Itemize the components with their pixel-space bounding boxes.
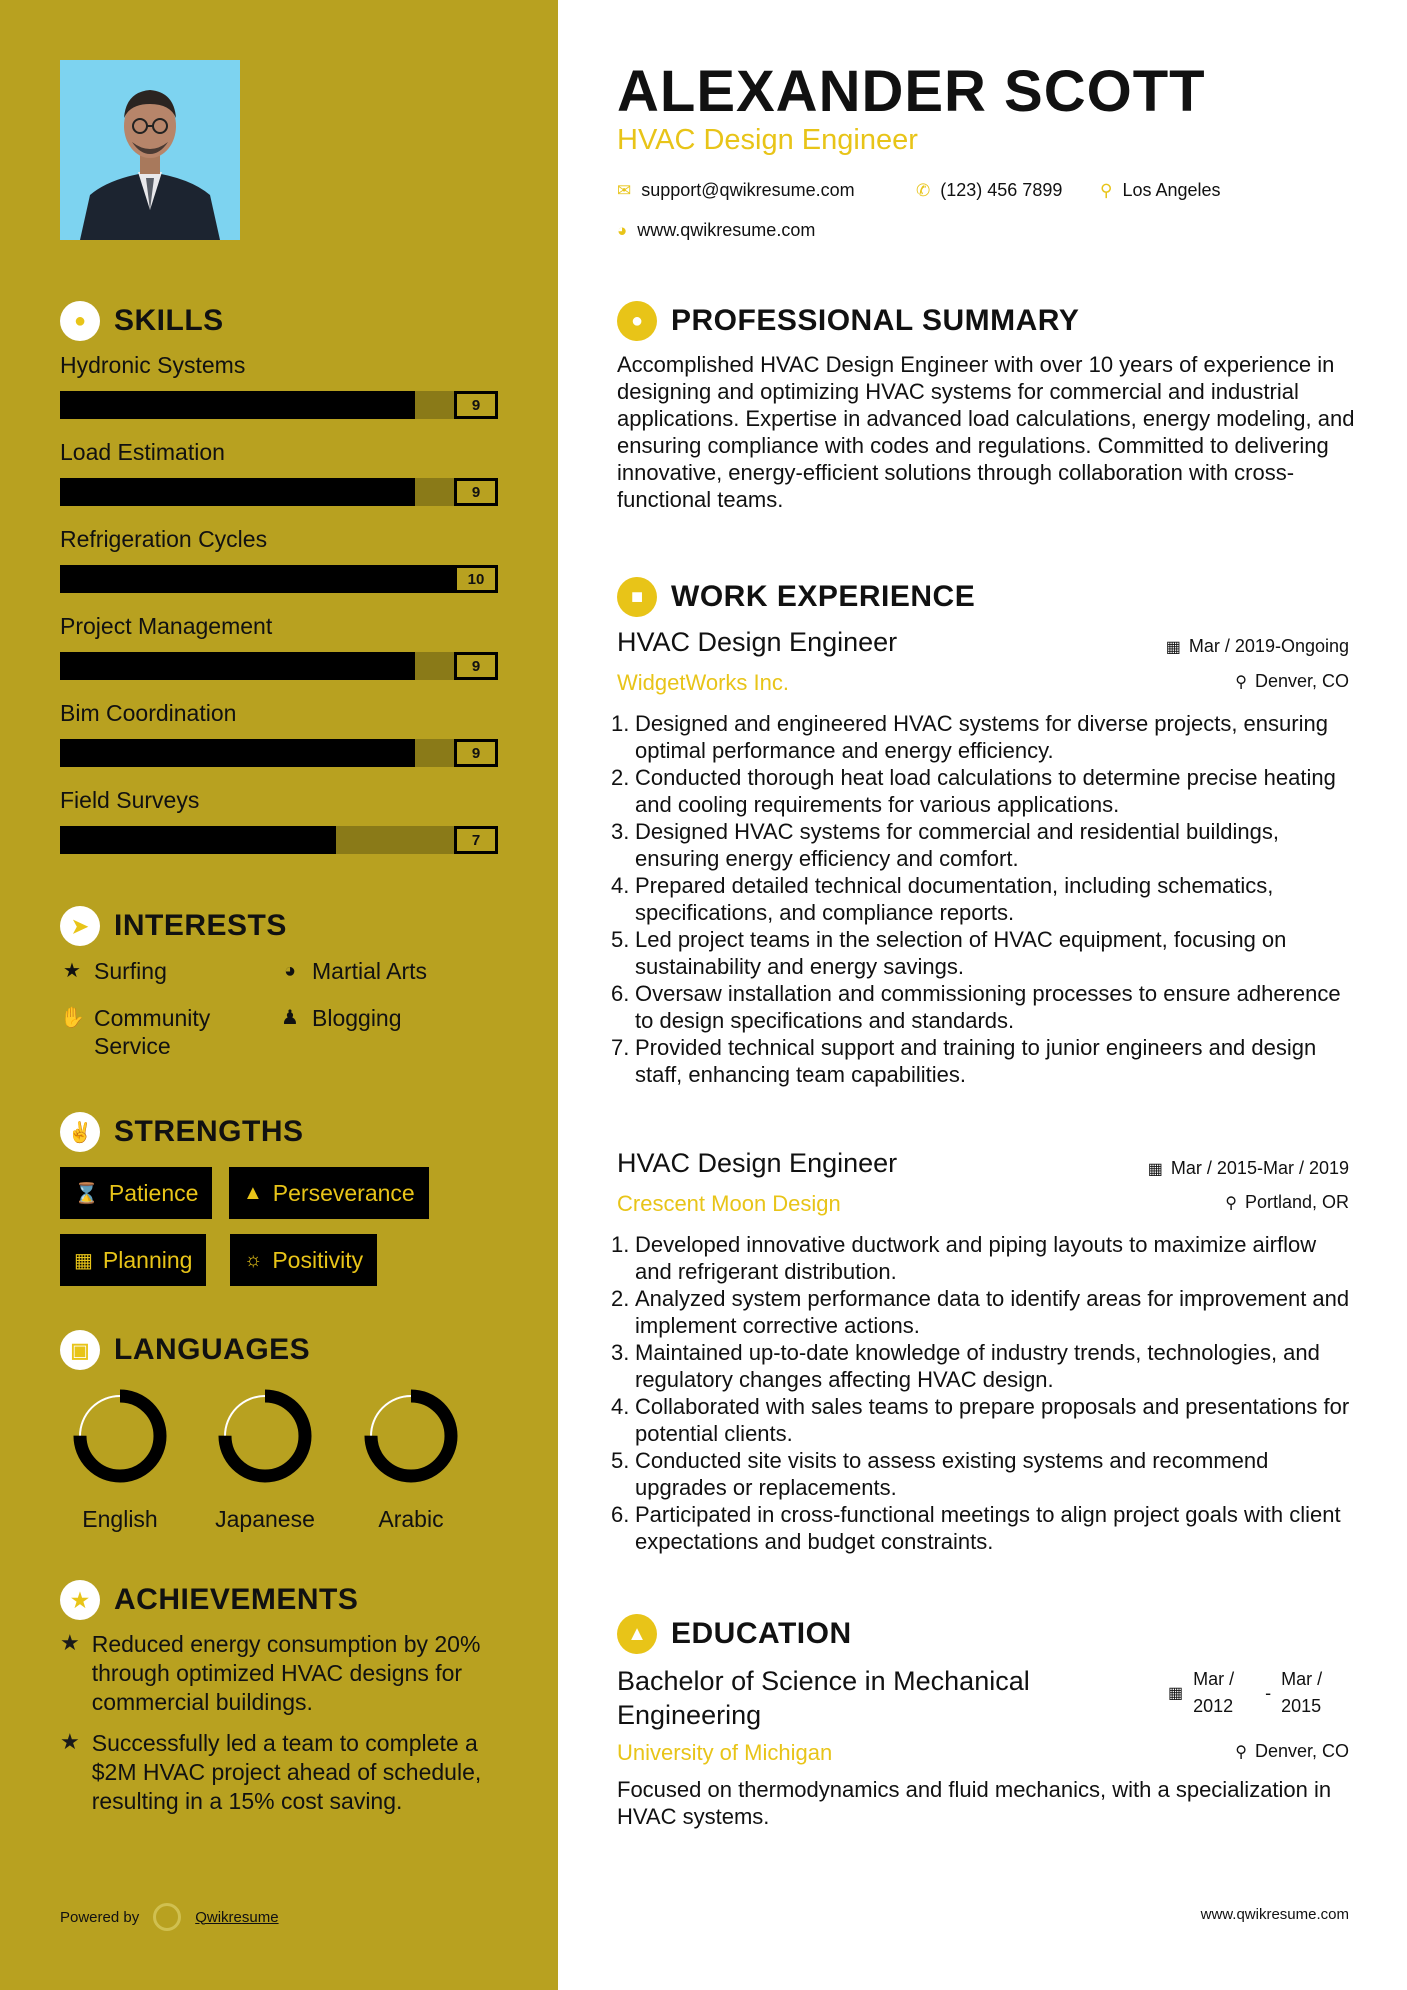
skill-item	[60, 700, 498, 767]
users-icon: ♟	[281, 1007, 299, 1029]
summary-text: Accomplished HVAC Design Engineer with over 10 years of experience in designing and optimizing HVAC systems for commercial and industrial applications. Expertise in advanced load calculations, energy modeling, and ensuring compliance with codes and regulations. Committed to delivering innovative, energy-efficient solutions through collaboration with cross-functional teams.	[617, 352, 1355, 512]
list-item: 2. Conducted thorough heat load calculations to determine precise heating and cooling requirements for various applications.	[611, 765, 1336, 817]
skills-title: SKILLS	[114, 304, 224, 337]
candidate-role: HVAC Design Engineer	[617, 124, 918, 156]
language-item	[210, 1388, 320, 1533]
interest-label: Surfing	[94, 958, 167, 984]
shooting-star-icon: ★	[60, 1729, 80, 1754]
skill-bar	[60, 565, 498, 593]
language-ring	[72, 1388, 168, 1484]
strength-label: Planning	[102, 1246, 193, 1273]
paper-plane-icon: ➤	[60, 906, 100, 946]
contact-website[interactable]	[617, 220, 815, 241]
skill-score: 9	[454, 478, 498, 506]
envelope-icon: ✉	[617, 180, 632, 200]
calendar-icon: ▦	[74, 1249, 93, 1272]
experience-title: WORK EXPERIENCE	[671, 580, 976, 613]
education-dates	[1168, 1666, 1343, 1720]
language-label: English	[82, 1506, 158, 1532]
graduation-cap-icon: ▲	[617, 1614, 657, 1654]
school-name: University of Michigan	[617, 1740, 833, 1765]
achievement-item	[60, 1729, 500, 1816]
skill-bar-fill	[60, 391, 415, 419]
skill-item	[60, 439, 498, 506]
list-item: 5. Led project teams in the selection of HVAC equipment, focusing on sustainability and energy savings.	[611, 927, 1287, 979]
languages-heading	[60, 1330, 310, 1370]
skill-bar	[60, 391, 498, 419]
summary-heading	[617, 301, 1079, 341]
email-text: support@qwikresume.com	[641, 180, 855, 200]
experience-heading	[617, 577, 975, 617]
skill-bar-fill	[60, 565, 454, 593]
list-item: 2. Analyzed system performance data to identify areas for improvement and implement corrective actions.	[611, 1286, 1350, 1338]
skill-score: 9	[454, 739, 498, 767]
website-text: www.qwikresume.com	[637, 220, 816, 240]
strengths-heading	[60, 1112, 304, 1152]
interests-heading	[60, 906, 287, 946]
powered-by	[60, 1903, 279, 1931]
strength-chip	[60, 1167, 212, 1219]
list-item: 4. Prepared detailed technical documentation, including schematics, specifications, and compliance reports.	[611, 873, 1274, 925]
skill-item	[60, 526, 498, 593]
company-name: WidgetWorks Inc.	[617, 670, 789, 695]
job-duties-list	[611, 710, 1355, 1088]
interest-item	[278, 957, 427, 985]
summary-title: PROFESSIONAL SUMMARY	[671, 304, 1080, 337]
achievement-item	[60, 1630, 500, 1717]
skill-label: Load Estimation	[60, 439, 225, 465]
job-title: HVAC Design Engineer	[617, 1148, 898, 1178]
company-name: Crescent Moon Design	[617, 1191, 841, 1216]
list-item: 1. Designed and engineered HVAC systems for diverse projects, ensuring optimal performance and energy efficiency.	[611, 711, 1328, 763]
star-icon: ★	[63, 960, 81, 982]
languages-title: LANGUAGES	[114, 1333, 311, 1366]
fist-icon: ✌	[60, 1112, 100, 1152]
skill-bar	[60, 826, 498, 854]
interest-item	[60, 957, 167, 985]
sun-icon: ☼	[244, 1248, 263, 1271]
briefcase-icon: ■	[617, 577, 657, 617]
list-item: 5. Conducted site visits to assess existing systems and recommend upgrades or replacements.	[611, 1448, 1269, 1500]
list-item: 7. Provided technical support and training to junior engineers and design staff, enhancing team capabilities.	[611, 1035, 1317, 1087]
contact-location	[1100, 180, 1221, 201]
skill-bar	[60, 739, 498, 767]
achievements-heading	[60, 1580, 358, 1620]
pin-icon: ⚲	[1235, 1743, 1247, 1761]
skill-score: 7	[454, 826, 498, 854]
location-text: Los Angeles	[1122, 180, 1221, 200]
powered-by-link[interactable]: Qwikresume	[195, 1908, 279, 1926]
interest-label: Blogging	[312, 1005, 402, 1031]
education-location	[1235, 1741, 1349, 1762]
strength-label: Positivity	[272, 1246, 364, 1273]
skill-bar-fill	[60, 826, 336, 854]
language-item	[65, 1388, 175, 1533]
hourglass-icon: ⌛	[74, 1182, 99, 1205]
list-item: 3. Designed HVAC systems for commercial and residential buildings, ensuring energy efficiency and comfort.	[611, 819, 1279, 871]
achievement-text: Reduced energy consumption by 20% through optimized HVAC designs for commercial buildings.	[91, 1631, 481, 1715]
globe-icon: ◕	[617, 220, 628, 240]
list-item: 4. Collaborated with sales teams to prepare proposals and presentations for potential clients.	[611, 1394, 1350, 1446]
interest-item	[60, 1004, 240, 1060]
powered-by-label: Powered by	[60, 1908, 140, 1926]
road-icon: ▲	[243, 1181, 263, 1204]
language-item	[356, 1388, 466, 1533]
degree-title: Bachelor of Science in Mechanical Engineering	[617, 1666, 1030, 1730]
skill-label: Hydronic Systems	[60, 352, 246, 378]
strengths-title: STRENGTHS	[114, 1115, 304, 1148]
sidebar	[0, 0, 558, 1990]
education-date-start: Mar / 2012	[1193, 1669, 1235, 1716]
job-dates	[1166, 636, 1349, 657]
education-text: Focused on thermodynamics and fluid mechanics, with a specialization in HVAC systems.	[617, 1777, 1332, 1829]
skill-bar-fill	[60, 739, 415, 767]
achievement-text: Successfully led a team to complete a $2M HVAC project ahead of schedule, resulting in a 15% cost saving.	[91, 1730, 482, 1814]
phone-icon: ✆	[916, 180, 931, 200]
skill-score: 9	[454, 391, 498, 419]
lightbulb-icon: ●	[60, 301, 100, 341]
profile-photo	[60, 60, 240, 240]
pin-icon: ⚲	[1235, 673, 1247, 691]
contact-phone[interactable]	[916, 180, 1062, 201]
footer-website[interactable]: www.qwikresume.com	[1200, 1906, 1349, 1923]
job-location	[1225, 1192, 1349, 1213]
calendar-icon: ▦	[1165, 638, 1181, 656]
list-item: 6. Oversaw installation and commissioning processes to ensure adherence to design specifications and standards.	[611, 981, 1341, 1033]
candidate-name: ALEXANDER SCOTT	[617, 59, 1206, 124]
education-title: EDUCATION	[671, 1617, 852, 1650]
job-location-text: Denver, CO	[1254, 671, 1349, 691]
skill-bar-fill	[60, 652, 415, 680]
language-ring	[363, 1388, 459, 1484]
hand-icon: ✋	[60, 1007, 85, 1029]
job-dates	[1148, 1158, 1349, 1179]
skill-score: 10	[454, 565, 498, 593]
language-label: Japanese	[215, 1506, 315, 1532]
job-duties-list	[611, 1231, 1355, 1555]
interests-title: INTERESTS	[114, 909, 287, 942]
skill-item	[60, 613, 498, 680]
education-date-end: Mar / 2015	[1281, 1669, 1323, 1716]
skill-bar-fill	[60, 478, 415, 506]
globe-icon: ◕	[283, 960, 297, 982]
education-location-text: Denver, CO	[1254, 1741, 1349, 1761]
interest-label: Community Service	[94, 1005, 211, 1059]
skill-label: Project Management	[60, 613, 273, 639]
job-dates-text: Mar / 2019-Ongoing	[1188, 636, 1349, 656]
skill-item	[60, 352, 498, 419]
skill-label: Refrigeration Cycles	[60, 526, 268, 552]
qwikresume-logo-icon	[153, 1903, 181, 1931]
education-heading	[617, 1614, 852, 1654]
skills-heading	[60, 301, 224, 341]
strength-chip	[230, 1234, 377, 1286]
interest-item	[278, 1004, 402, 1032]
achievements-title: ACHIEVEMENTS	[114, 1583, 359, 1616]
job-location	[1235, 671, 1349, 692]
list-item: 1. Developed innovative ductwork and piping layouts to maximize airflow and refrigerant distribution.	[611, 1232, 1317, 1284]
skill-label: Bim Coordination	[60, 700, 237, 726]
skill-bar	[60, 478, 498, 506]
calendar-icon: ▦	[1168, 1685, 1184, 1702]
language-card-icon: ▣	[60, 1330, 100, 1370]
user-icon: ●	[617, 301, 657, 341]
language-label: Arabic	[378, 1506, 444, 1532]
interest-label: Martial Arts	[312, 958, 428, 984]
strength-label: Perseverance	[272, 1179, 415, 1206]
shooting-star-icon: ★	[60, 1630, 80, 1655]
skill-bar	[60, 652, 498, 680]
language-ring	[217, 1388, 313, 1484]
job-title: HVAC Design Engineer	[617, 627, 898, 657]
skill-score: 9	[454, 652, 498, 680]
job-location-text: Portland, OR	[1244, 1192, 1349, 1212]
strength-chip	[60, 1234, 206, 1286]
list-item: 6. Participated in cross-functional meetings to align project goals with client expectations and budget constraints.	[611, 1502, 1341, 1554]
contact-email[interactable]	[617, 180, 855, 201]
phone-text: (123) 456 7899	[940, 180, 1063, 200]
skill-label: Field Surveys	[60, 787, 200, 813]
calendar-icon: ▦	[1147, 1160, 1163, 1178]
job-dates-text: Mar / 2015-Mar / 2019	[1170, 1158, 1349, 1178]
skill-item	[60, 787, 498, 854]
map-pin-icon: ⚲	[1100, 180, 1113, 200]
strength-label: Patience	[108, 1179, 199, 1206]
list-item: 3. Maintained up-to-date knowledge of industry trends, technologies, and regulatory changes affecting HVAC design.	[611, 1340, 1320, 1392]
star-badge-icon: ★	[60, 1580, 100, 1620]
pin-icon: ⚲	[1225, 1194, 1237, 1212]
education-date-separator: -	[1265, 1683, 1272, 1703]
strength-chip	[229, 1167, 429, 1219]
